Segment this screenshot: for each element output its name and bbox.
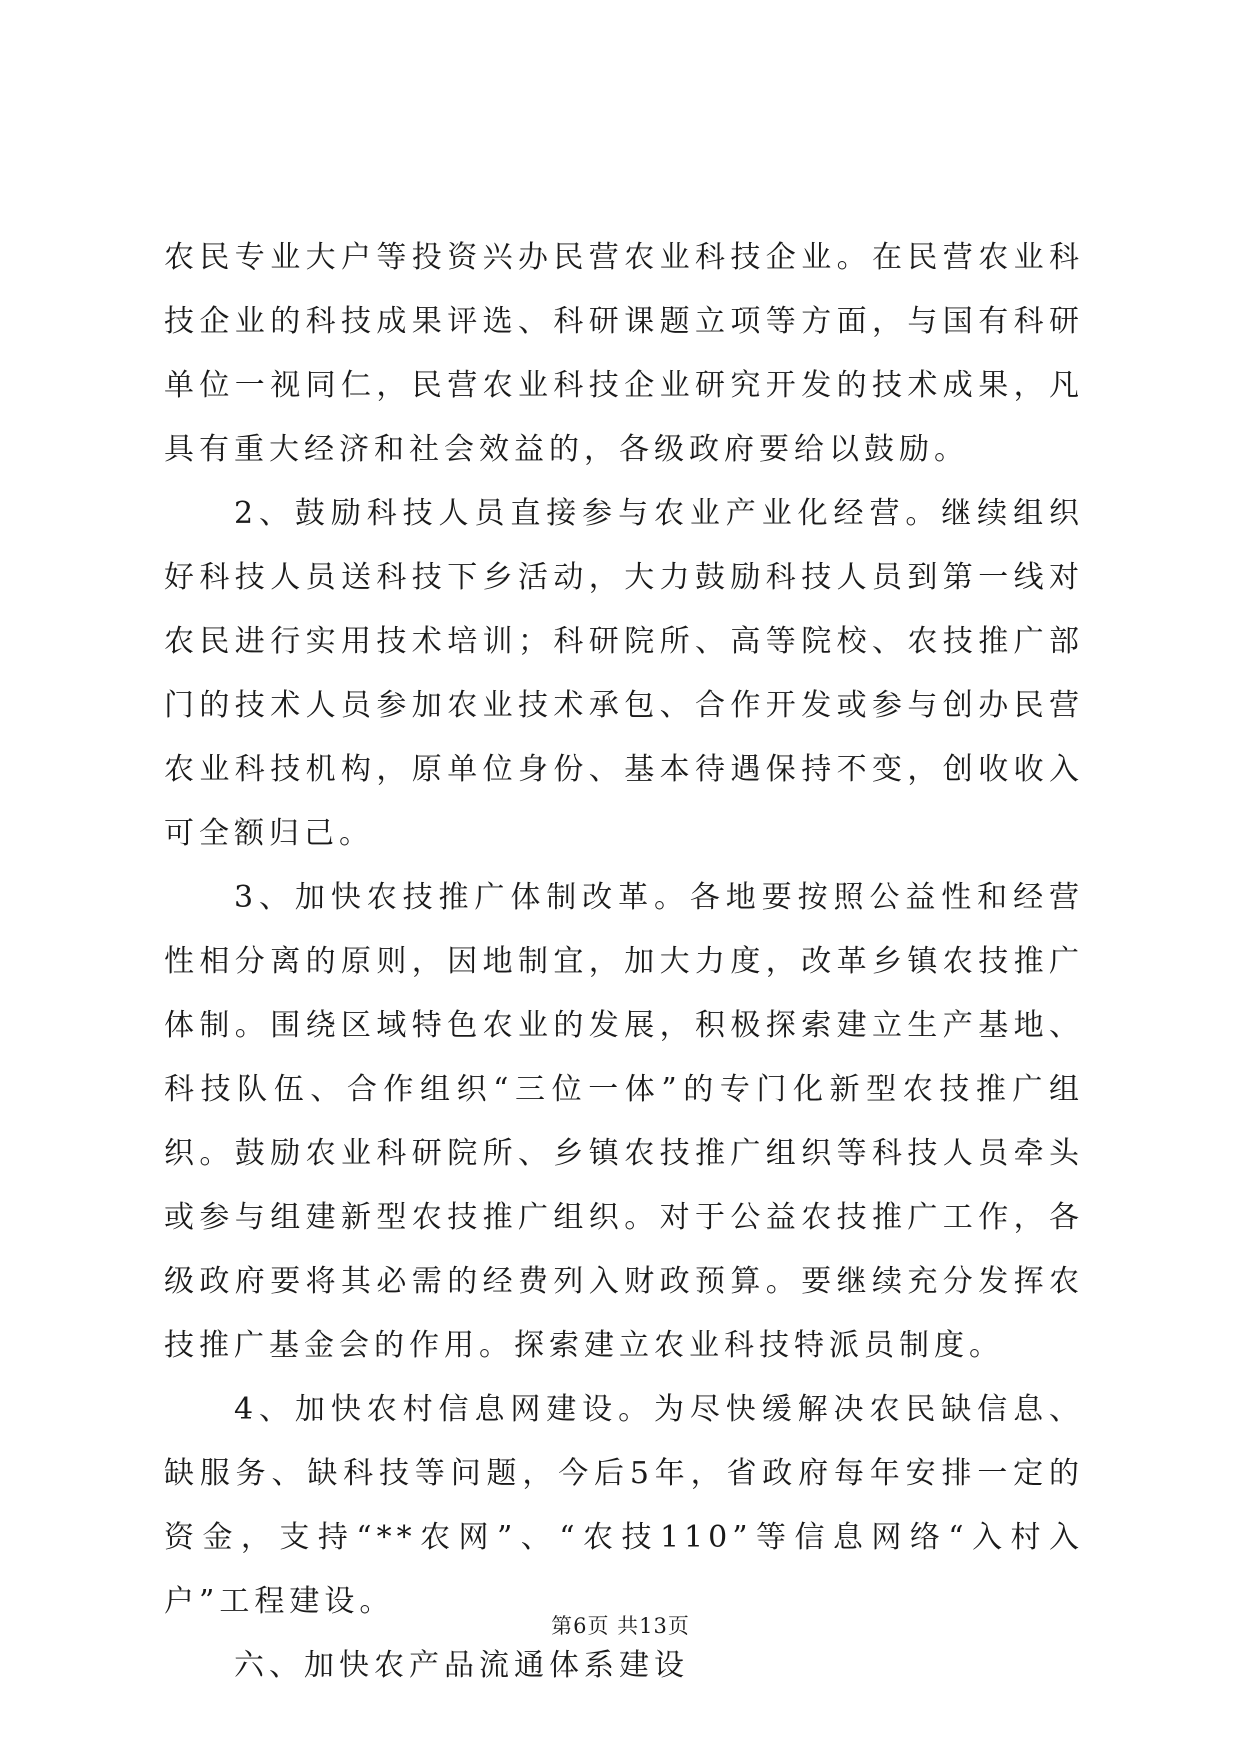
paragraph-item-2: 2、鼓励科技人员直接参与农业产业化经营。继续组织好科技人员送科技下乡活动，大力鼓励科技人员到第一线对农民进行实用技术培训；科研院所、高等院校、农技推广部门的技术人员参加农业技术承包、合作开发或参与创办民营农业科技机构，原单位身份、基本待遇保持不变，创收收入可全额归己。 bbox=[164, 496, 1084, 851]
paragraph-item-4: 4、加快农村信息网建设。为尽快缓解决农民缺信息、缺服务、缺科技等问题，今后5年，省政府每年安排一定的资金，支持“**农网”、“农技110”等信息网络“入村入户”工程建设。 bbox=[164, 1392, 1084, 1619]
page-footer: 第6页 共13页 bbox=[551, 1614, 690, 1638]
paragraph-continuation: 农民专业大户等投资兴办民营农业科技企业。在民营农业科技企业的科技成果评选、科研课题立项等方面，与国有科研单位一视同仁，民营农业科技企业研究开发的技术成果，凡具有重大经济和社会效益的，各级政府要给以鼓励。 bbox=[164, 240, 1084, 467]
section-heading: 六、加快农产品流通体系建设 bbox=[234, 1648, 689, 1683]
paragraph-item-3: 3、加快农技推广体制改革。各地要按照公益性和经营性相分离的原则，因地制宜，加大力度，改革乡镇农技推广体制。围绕区域特色农业的发展，积极探索建立生产基地、科技队伍、合作组织“三位一体”的专门化新型农技推广组织。鼓励农业科研院所、乡镇农技推广组织等科技人员牵头或参与组建新型农技推广组织。对于公益农技推广工作，各级政府要将其必需的经费列入财政预算。要继续充分发挥农技推广基金会的作用。探索建立农业科技特派员制度。 bbox=[164, 880, 1084, 1363]
document-body bbox=[164, 226, 1084, 1698]
